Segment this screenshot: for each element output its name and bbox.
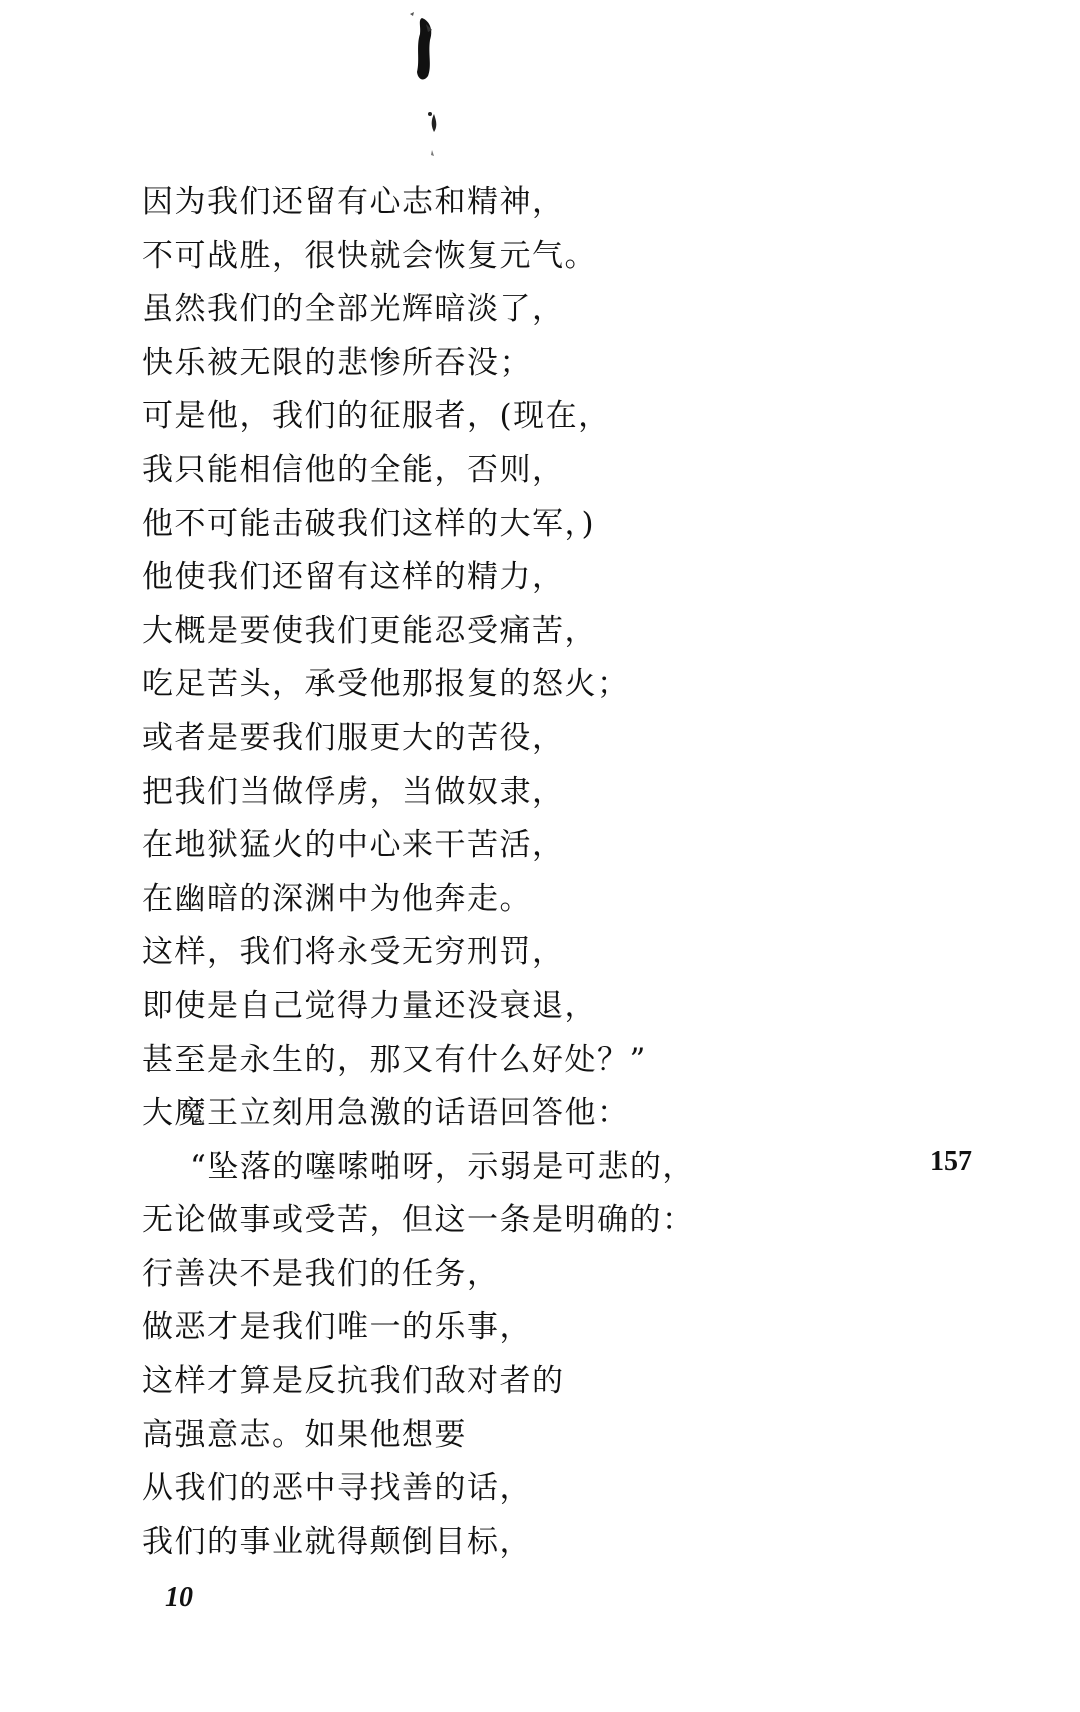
- page-number: 10: [165, 1582, 193, 1613]
- poem-line: 虽然我们的全部光辉暗淡了，: [142, 291, 565, 328]
- poem-line: 他不可能击破我们这样的大军，): [142, 505, 596, 542]
- poem-line: 或者是要我们服更大的苦役，: [142, 719, 565, 756]
- poem-line: 我们的事业就得颠倒目标，: [142, 1523, 532, 1560]
- poem-line: 快乐被无限的悲惨所吞没；: [142, 344, 532, 381]
- poem-line: 因为我们还留有心志和精神，: [142, 184, 565, 220]
- line-number: 157: [930, 1146, 972, 1177]
- poem-line: 这样，我们将永受无穷刑罚，: [142, 934, 565, 971]
- poem-line: 吃足苦头，承受他那报复的怒火；: [142, 666, 630, 703]
- poem-line: 高强意志。如果他想要: [142, 1416, 467, 1453]
- poem-line: 甚至是永生的，那又有什么好处？”: [142, 1041, 647, 1078]
- poem-line: 从我们的恶中寻找善的话，: [142, 1470, 532, 1507]
- poem-text: [142, 176, 922, 1569]
- poem-line: 可是他，我们的征服者，(现在，: [142, 398, 611, 435]
- poem-line: 做恶才是我们唯一的乐事，: [142, 1309, 532, 1346]
- poem-line: “坠落的噻嗦啪呀，示弱是可悲的，: [190, 1148, 695, 1185]
- poem-line: 他使我们还留有这样的精力，: [142, 559, 565, 596]
- poem-line: 无论做事或受苦，但这一条是明确的：: [142, 1202, 695, 1239]
- poem-line: 这样才算是反抗我们敌对者的: [142, 1363, 565, 1400]
- poem-line: 即使是自己觉得力量还没衰退，: [142, 987, 597, 1024]
- poem-line: 在幽暗的深渊中为他奔走。: [142, 880, 532, 917]
- poem-line: 大魔王立刻用急激的话语回答他：: [142, 1095, 630, 1132]
- poem-line: 大概是要使我们更能忍受痛苦，: [142, 612, 597, 649]
- poem-line: 行善决不是我们的任务，: [142, 1255, 500, 1292]
- poem-line: 把我们当做俘虏，当做奴隶，: [142, 773, 565, 810]
- ink-ornament-icon: [408, 10, 448, 160]
- poem-line: 我只能相信他的全能，否则，: [142, 451, 565, 488]
- poem-line: 在地狱猛火的中心来干苦活，: [142, 827, 565, 864]
- poem-line: 不可战胜，很快就会恢复元气。: [142, 237, 597, 274]
